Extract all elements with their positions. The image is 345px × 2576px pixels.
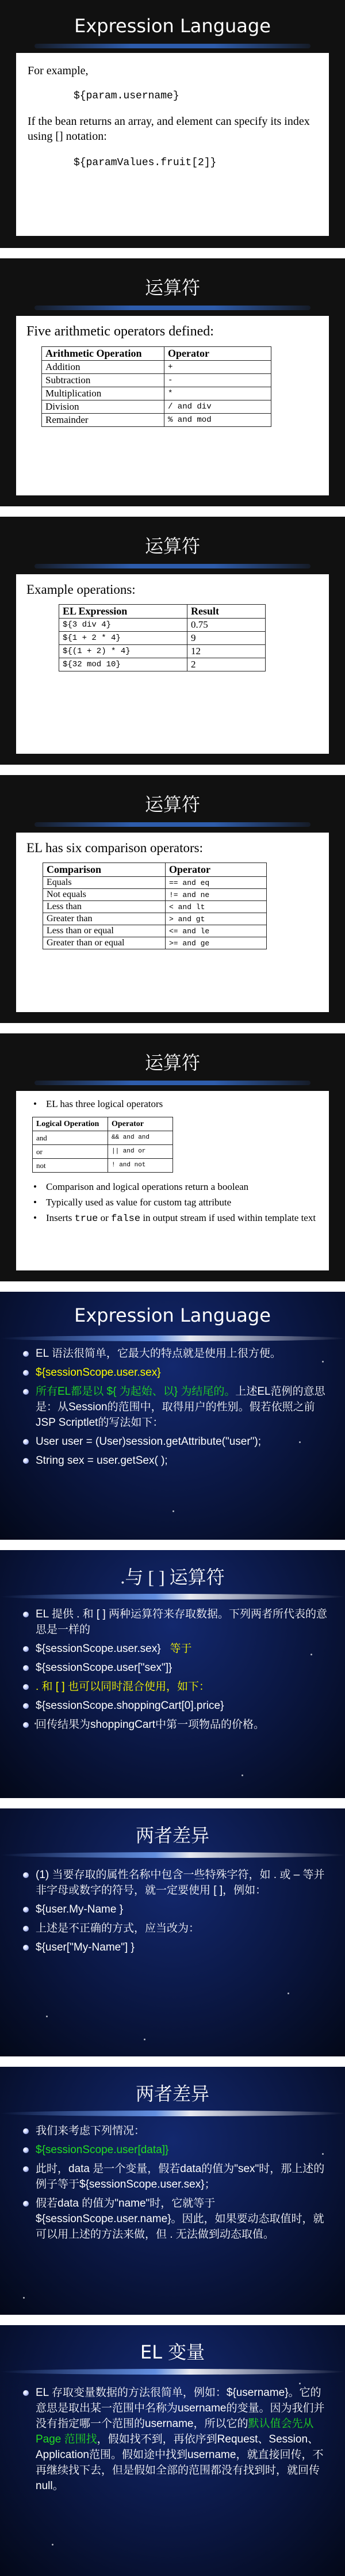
slide-10-bullets <box>0 2385 345 2494</box>
slide-7-title: .与 [ ] 运算符 <box>120 1567 225 1587</box>
slide-4-title: 运算符 <box>144 793 200 815</box>
bullet-icon <box>23 1370 29 1376</box>
cell-operator: > and gt <box>166 913 267 925</box>
bullet-icon <box>23 1722 29 1728</box>
slide-gap <box>0 2315 345 2325</box>
bullet-icon: • <box>33 1098 37 1109</box>
slide-5-content <box>16 1091 329 1270</box>
title-swoosh <box>0 1335 345 1341</box>
bullet-text: in output stream if used within template text <box>140 1212 316 1223</box>
slide-9-bullets <box>0 2123 345 2242</box>
cell-operator: + <box>164 361 271 374</box>
table-row <box>33 1159 173 1173</box>
cell-operator: * <box>164 387 271 400</box>
slide-10-title: EL 变量 <box>140 2341 205 2363</box>
slide-gap <box>0 1023 345 1033</box>
bullet-icon <box>23 2201 29 2207</box>
cell-expression: ${3 div 4} <box>59 619 187 632</box>
bullet-icon: • <box>33 1181 37 1192</box>
bullet-text-highlight: 默认值会先从Page 范围找 <box>36 2418 314 2445</box>
slide-1 <box>0 0 345 248</box>
bullet-text: 上述EL范例的意思是：从Session的范围中，取得用户的性别。假若依照之前JSP Scriptlet的写法如下： <box>36 1386 325 1429</box>
cell-expression: ${1 + 2 * 4} <box>59 632 187 645</box>
bullet-icon <box>23 2128 29 2134</box>
comparison-heading: EL has six comparison operators: <box>26 841 204 855</box>
bullet-text: String sex = user.getSex( ); <box>36 1455 168 1467</box>
slide-2-content <box>16 316 329 495</box>
cell-operator: || and or <box>108 1145 173 1159</box>
table-row <box>42 361 271 374</box>
cell-operator: && and and <box>108 1131 173 1145</box>
table-row <box>59 632 266 645</box>
slide-gap <box>0 248 345 258</box>
examples-heading: Example operations: <box>26 582 136 597</box>
bullet-item <box>23 2142 328 2158</box>
bullet-icon <box>23 1926 29 1932</box>
bullet-text: ${user["My-Name"] } <box>36 1941 135 1953</box>
code-false: false <box>111 1213 141 1224</box>
bullet-text-equal: 等于 <box>170 1643 192 1655</box>
bullet-boolean <box>33 1181 319 1193</box>
bullet-item <box>23 1902 328 1917</box>
bullet-icon <box>23 1703 29 1709</box>
title-bar <box>34 1081 310 1085</box>
bullet-icon <box>23 1907 29 1913</box>
slide-4 <box>0 775 345 1023</box>
cell-operator: < and lt <box>166 901 267 913</box>
slide-10 <box>0 2325 345 2576</box>
star <box>288 1993 289 1994</box>
code-example-2: ${paramValues.fruit[2]} <box>74 157 217 169</box>
bullet-text: ${sessionScope.user["sex"]} <box>36 1662 172 1674</box>
bullet-text: 此时，data 是一个变量，假若data的值为"sex"时，那上述的例子等于${sessionScope.user.sex}； <box>36 2163 325 2190</box>
bullet-text: 回传结果为shoppingCart中第一项物品的价格。 <box>36 1719 265 1731</box>
bullet-text: EL has three logical operators <box>46 1098 163 1109</box>
title-bar <box>34 44 310 48</box>
logical-table <box>32 1117 173 1173</box>
bullet-text: 我们来考虑下列情况： <box>36 2125 145 2137</box>
bullet-text-highlight: . 和 [ ] 也可以同时混合使用，如下： <box>36 1681 210 1693</box>
table-row <box>43 901 267 913</box>
bullet-text: ${sessionScope.user.sex} <box>36 1643 161 1655</box>
bullet-logical <box>33 1098 319 1110</box>
cell-comparison: Not equals <box>43 889 166 901</box>
col-header-operator: Operator <box>166 863 267 877</box>
slide-6-bullets <box>0 1346 345 1468</box>
bullet-item <box>23 2385 328 2494</box>
intro-text: For example, <box>28 64 89 77</box>
slide-6-title: Expression Language <box>74 1304 271 1326</box>
title-bar <box>34 822 310 827</box>
bullet-text: 上述是不正确的方式，应当改为： <box>36 1922 200 1934</box>
bullet-inserts <box>33 1212 319 1225</box>
bullet-icon: • <box>33 1197 37 1208</box>
table-row <box>43 937 267 949</box>
bullet-item <box>23 1434 328 1449</box>
bullet-item <box>23 1867 328 1898</box>
bullet-text: ，假如找不到，再依序到Request、Session、Application范围。假如途中找到username，就直接回传，不再继续找下去，但是假如全部的范围都没有找到时，就回传null。 <box>36 2433 324 2492</box>
slide-gap <box>0 2056 345 2067</box>
bullet-icon <box>23 2166 29 2172</box>
code-true: true <box>74 1213 98 1224</box>
slide-gap <box>0 1798 345 1808</box>
slide-3-title: 运算符 <box>144 535 200 557</box>
arithmetic-table <box>41 346 271 427</box>
bullet-item <box>23 1921 328 1936</box>
star <box>241 1774 243 1776</box>
cell-operator: - <box>164 374 271 387</box>
cell-comparison: Less than or equal <box>43 925 166 937</box>
cell-expression: ${32 mod 10} <box>59 658 187 671</box>
slide-gap <box>0 1540 345 1550</box>
title-swoosh <box>0 1852 345 1858</box>
slide-6 <box>0 1292 345 1540</box>
slide-7 <box>0 1550 345 1798</box>
arithmetic-heading: Five arithmetic operators defined: <box>26 324 214 339</box>
bullet-item <box>23 1698 328 1713</box>
cell-operator: != and ne <box>166 889 267 901</box>
cell-comparison: Less than <box>43 901 166 913</box>
bullet-icon <box>23 1665 29 1671</box>
bullet-item <box>23 1641 328 1657</box>
cell-operation: Multiplication <box>42 387 164 400</box>
slide-3 <box>0 517 345 765</box>
bullet-icon <box>23 1872 29 1878</box>
bullet-text: EL 语法很简单，它最大的特点就是使用上很方便。 <box>36 1348 281 1360</box>
bullet-text: 假若data 的值为"name"时，它就等于${sessionScope.user.name}。因此，如果要动态取值时，就可以用上述的方法来做，但 . 无法做到动态取值。 <box>36 2197 324 2241</box>
bullet-icon <box>23 1684 29 1690</box>
bullet-icon <box>23 1612 29 1617</box>
table-row <box>59 619 266 632</box>
bullet-text: ${sessionScope.user.sex} <box>36 1367 161 1379</box>
bullet-text: EL 存取变量数据的方法很简单，例如：${username}。它的意思是取出某一范围中名称为username的变量。因为我们并没有指定哪一个范围的username，所以它的 <box>36 2387 325 2430</box>
title-bar <box>34 564 310 568</box>
bullet-item <box>23 2161 328 2192</box>
bullet-item <box>23 1717 328 1732</box>
slide-5-title: 运算符 <box>144 1052 200 1074</box>
cell-operation: Subtraction <box>42 374 164 387</box>
slide-8-bullets <box>0 1867 345 1955</box>
slide-3-content <box>16 574 329 754</box>
table-row <box>43 925 267 937</box>
bullet-text: (1) 当要存取的属性名称中包含一些特殊字符，如 . 或 – 等并非字母或数字的符号，就一定要使用 [ ]，例如： <box>36 1869 325 1896</box>
slide-7-bullets <box>0 1606 345 1732</box>
bullet-icon: • <box>33 1212 37 1223</box>
slide-1-title: Expression Language <box>74 15 271 37</box>
bullet-item <box>23 2123 328 2139</box>
slide-1-content <box>16 53 329 236</box>
table-row <box>33 1131 173 1145</box>
cell-logical: and <box>33 1131 108 1145</box>
col-header-result: Result <box>187 605 266 619</box>
title-swoosh <box>0 1594 345 1600</box>
slide-2 <box>0 258 345 506</box>
table-row <box>42 400 271 414</box>
cell-expression: ${(1 + 2) * 4} <box>59 645 187 658</box>
bullet-item <box>23 2196 328 2242</box>
star <box>46 2016 48 2017</box>
cell-operator: / and div <box>164 400 271 414</box>
bullet-text: Typically used as value for custom tag attribute <box>46 1197 232 1208</box>
table-row <box>59 658 266 671</box>
title-bar <box>34 306 310 310</box>
cell-result: 2 <box>187 658 266 671</box>
bullet-icon <box>23 1389 29 1395</box>
bullet-icon <box>23 1439 29 1445</box>
cell-result: 12 <box>187 645 266 658</box>
table-row <box>42 414 271 427</box>
cell-operator: >= and ge <box>166 937 267 949</box>
slide-gap <box>0 1281 345 1292</box>
cell-comparison: Equals <box>43 877 166 889</box>
cell-operator: % and mod <box>164 414 271 427</box>
star <box>299 2383 301 2384</box>
bullet-item <box>23 1940 328 1955</box>
code-example-1: ${param.username} <box>74 90 179 102</box>
slide-8 <box>0 1808 345 2056</box>
array-paragraph: If the bean returns an array, and element can specify its index using [] notation: <box>28 115 310 143</box>
slide-gap <box>0 506 345 517</box>
table-row <box>33 1145 173 1159</box>
table-row <box>43 877 267 889</box>
cell-operator: ! and not <box>108 1159 173 1173</box>
bullet-icon <box>23 1458 29 1464</box>
cell-operation: Addition <box>42 361 164 374</box>
bullet-text: Inserts <box>46 1212 75 1223</box>
bullet-item <box>23 1346 328 1361</box>
star <box>52 2544 53 2546</box>
cell-comparison: Greater than <box>43 913 166 925</box>
cell-operation: Remainder <box>42 414 164 427</box>
star <box>23 2297 25 2299</box>
col-header-logical: Logical Operation <box>33 1117 108 1131</box>
bullet-custom-tag <box>33 1196 319 1208</box>
col-header-expression: EL Expression <box>59 605 187 619</box>
bullet-text-highlight: 所有EL都是以 ${ 为起始、以} 为结尾的。 <box>36 1386 236 1398</box>
cell-logical: or <box>33 1145 108 1159</box>
table-row <box>42 387 271 400</box>
bullet-text: User user = (User)session.getAttribute("user"); <box>36 1436 262 1448</box>
title-swoosh <box>0 2111 345 2116</box>
star <box>144 2039 145 2040</box>
bullet-text: ${sessionScope.shoppingCart[0].price} <box>36 1700 224 1712</box>
examples-table <box>59 604 266 671</box>
bullet-text-highlight: ${sessionScope.user[data]} <box>36 2144 169 2156</box>
cell-comparison: Greater than or equal <box>43 937 166 949</box>
bullet-text: EL 提供 . 和 [ ] 两种运算符来存取数据。下列两者所代表的意思是一样的 <box>36 1608 328 1636</box>
slide-gap <box>0 765 345 775</box>
bullet-text: or <box>98 1212 112 1223</box>
col-header-operation: Arithmetic Operation <box>42 347 164 361</box>
table-row <box>42 374 271 387</box>
slide-9 <box>0 2067 345 2315</box>
cell-result: 0.75 <box>187 619 266 632</box>
slide-5 <box>0 1033 345 1281</box>
comparison-table <box>43 863 267 949</box>
col-header-operator: Operator <box>164 347 271 361</box>
bullet-icon <box>23 1945 29 1951</box>
bullet-item <box>23 1384 328 1430</box>
bullet-item <box>23 1453 328 1468</box>
bullet-item <box>23 1606 328 1638</box>
slide-4-content <box>16 833 329 1012</box>
bullet-icon <box>23 1351 29 1357</box>
cell-result: 9 <box>187 632 266 645</box>
cell-operator: <= and le <box>166 925 267 937</box>
table-row <box>43 889 267 901</box>
bullet-item <box>23 1660 328 1676</box>
cell-operation: Division <box>42 400 164 414</box>
col-header-comparison: Comparison <box>43 863 166 877</box>
cell-logical: not <box>33 1159 108 1173</box>
bullet-item <box>23 1679 328 1695</box>
table-row <box>59 645 266 658</box>
bullet-icon <box>23 2390 29 2396</box>
slide-8-title: 两者差异 <box>135 1825 209 1846</box>
bullet-item <box>23 1365 328 1380</box>
cell-operator: == and eq <box>166 877 267 889</box>
bullet-text: ${user.My-Name } <box>36 1903 124 1915</box>
slide-9-title: 两者差异 <box>135 2083 209 2104</box>
title-swoosh <box>0 2369 345 2375</box>
bullet-icon <box>23 2147 29 2153</box>
bullet-text: Comparison and logical operations return a boolean <box>46 1181 249 1192</box>
col-header-operator: Operator <box>108 1117 173 1131</box>
star <box>172 1510 174 1512</box>
slide-2-title: 运算符 <box>144 277 200 299</box>
table-row <box>43 913 267 925</box>
bullet-icon <box>23 1646 29 1652</box>
